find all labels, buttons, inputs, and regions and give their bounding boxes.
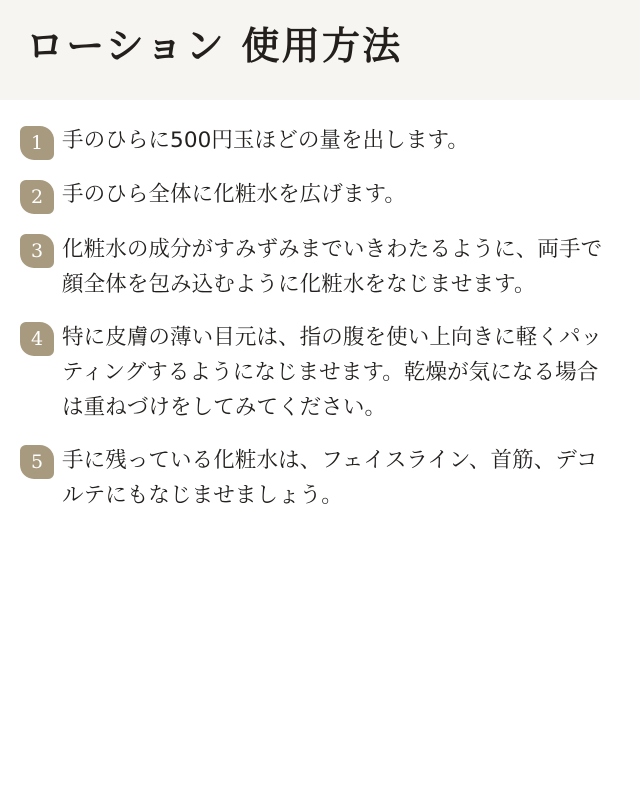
step-number-badge: 3 [20, 234, 54, 268]
step-number-badge: 2 [20, 180, 54, 214]
step-number-badge: 5 [20, 445, 54, 479]
page-header [0, 0, 640, 100]
list-item [20, 178, 618, 214]
step-text: 手のひら全体に化粧水を広げます。 [62, 182, 407, 207]
step-text: 化粧水の成分がすみずみまでいきわたるように、両手で顔全体を包み込むように化粧水をなじませます。 [62, 237, 603, 298]
steps-list [0, 100, 640, 513]
step-text: 手のひらに500円玉ほどの量を出します。 [62, 128, 469, 153]
list-item [20, 443, 618, 513]
list-item [20, 320, 618, 425]
page-title: ローション 使用方法 [26, 23, 403, 68]
step-number-badge: 4 [20, 322, 54, 356]
step-text: 手に残っている化粧水は、フェイスライン、首筋、デコルテにもなじませましょう。 [62, 448, 598, 509]
step-text: 特に皮膚の薄い目元は、指の腹を使い上向きに軽くパッティングするようになじませます。乾燥が気になる場合は重ねづけをしてみてください。 [62, 325, 603, 421]
list-item [20, 124, 618, 160]
step-number-badge: 1 [20, 126, 54, 160]
list-item [20, 232, 618, 302]
